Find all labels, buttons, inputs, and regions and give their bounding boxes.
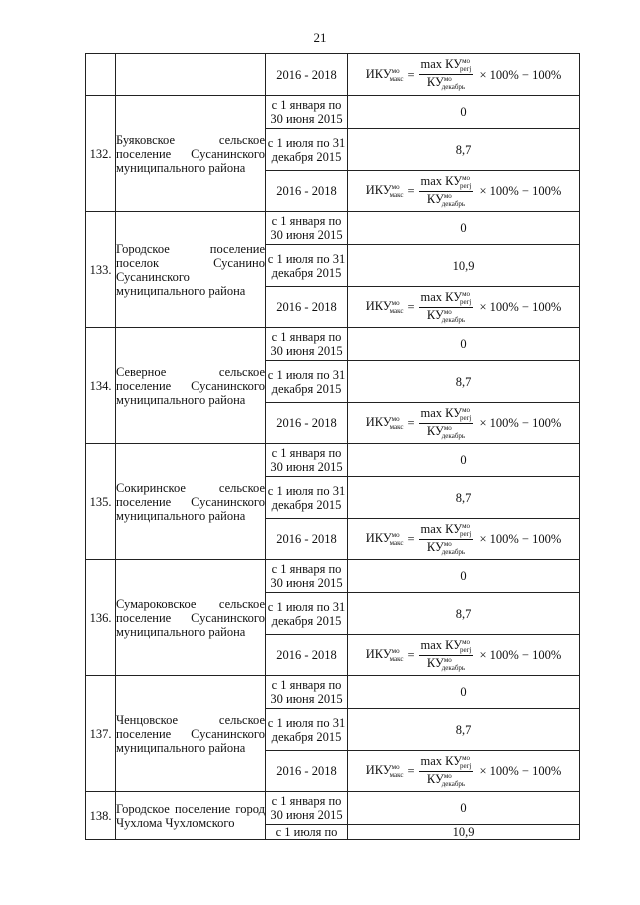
- formula-tail: × 100% − 100%: [479, 648, 562, 662]
- period-cell: с 1 января по 30 июня 2015: [266, 444, 348, 477]
- period-cell: с 1 июля по 31 декабря 2015: [266, 361, 348, 403]
- table-row: [86, 96, 580, 129]
- settlement-name-cell: Сокиринское сельское поселение Сусанинского муниципального района: [116, 444, 266, 560]
- period-cell: с 1 января по 30 июня 2015: [266, 328, 348, 361]
- settlement-name-cell: Городское поселение город Чухлома Чухломского: [116, 792, 266, 840]
- value-cell: 10,9: [348, 825, 580, 840]
- period-cell: с 1 июля по 31 декабря 2015: [266, 709, 348, 751]
- row-number-cell: [86, 54, 116, 96]
- formula-equals: =: [407, 648, 415, 662]
- formula-equals: =: [407, 300, 415, 314]
- formula-cell: [348, 171, 580, 212]
- value-cell: 8,7: [348, 361, 580, 403]
- period-cell: с 1 июля по 31 декабря 2015: [266, 593, 348, 635]
- formula-lhs: $ИКУ^{мо}_{макс}$: [365, 299, 404, 315]
- formula-denominator: $КУ^{мо}_{декабрь}$: [426, 191, 466, 208]
- value-cell: 8,7: [348, 477, 580, 519]
- formula-fraction: [419, 639, 474, 672]
- value-cell: 8,7: [348, 129, 580, 171]
- value-cell: 0: [348, 444, 580, 477]
- table-row: [86, 54, 580, 96]
- formula-tail: × 100% − 100%: [479, 532, 562, 546]
- period-cell: с 1 января по 30 июня 2015: [266, 560, 348, 593]
- index-formula: [348, 639, 579, 672]
- formula-numerator: $\max КУ^{мо}_{регj}$: [420, 405, 472, 422]
- formula-denominator: $КУ^{мо}_{декабрь}$: [426, 75, 466, 91]
- period-cell: 2016 - 2018: [266, 287, 348, 328]
- index-formula: [348, 523, 579, 556]
- value-cell: 8,7: [348, 593, 580, 635]
- index-formula: [348, 58, 579, 91]
- period-cell: с 1 января по 30 июня 2015: [266, 792, 348, 825]
- period-cell: с 1 января по 30 июня 2015: [266, 676, 348, 709]
- settlement-name-cell: [116, 54, 266, 96]
- value-cell: 0: [348, 328, 580, 361]
- row-number-cell: 137.: [86, 676, 116, 792]
- formula-fraction: [419, 58, 474, 91]
- row-number-cell: 136.: [86, 560, 116, 676]
- period-cell: 2016 - 2018: [266, 54, 348, 96]
- formula-cell: [348, 635, 580, 676]
- index-formula: [348, 407, 579, 440]
- settlement-name-cell: Буяковское сельское поселение Сусанинского муниципального района: [116, 96, 266, 212]
- settlement-name-cell: Сумароковское сельское поселение Сусанинского муниципального района: [116, 560, 266, 676]
- formula-tail: × 100% − 100%: [479, 300, 562, 314]
- value-cell: 8,7: [348, 709, 580, 751]
- row-number-cell: 135.: [86, 444, 116, 560]
- value-cell: 0: [348, 560, 580, 593]
- formula-fraction: [419, 407, 474, 440]
- formula-equals: =: [407, 67, 415, 82]
- row-number-cell: 132.: [86, 96, 116, 212]
- formula-cell: [348, 287, 580, 328]
- settlement-name-cell: Ченцовское сельское поселение Сусанинского муниципального района: [116, 676, 266, 792]
- value-cell: 0: [348, 676, 580, 709]
- formula-numerator: $\max КУ^{мо}_{регj}$: [420, 521, 472, 538]
- formula-numerator: $\max КУ^{мо}_{регj}$: [420, 753, 472, 770]
- period-cell: 2016 - 2018: [266, 171, 348, 212]
- index-formula: [348, 755, 579, 788]
- index-formula: [348, 175, 579, 208]
- tariff-table: [85, 53, 580, 840]
- table-row: [86, 560, 580, 593]
- period-cell: с 1 января по 30 июня 2015: [266, 212, 348, 245]
- formula-numerator: $\max КУ^{мо}_{регj}$: [420, 173, 472, 190]
- row-number-cell: 133.: [86, 212, 116, 328]
- formula-denominator: $КУ^{мо}_{декабрь}$: [426, 423, 466, 440]
- formula-denominator: $КУ^{мо}_{декабрь}$: [426, 539, 466, 556]
- formula-numerator: $\max КУ^{мо}_{регj}$: [420, 637, 472, 654]
- formula-tail: × 100% − 100%: [479, 764, 562, 778]
- formula-denominator: $КУ^{мо}_{декабрь}$: [426, 771, 466, 788]
- index-formula: [348, 291, 579, 324]
- formula-cell: [348, 519, 580, 560]
- formula-lhs: $ИКУ^{мо}_{макс}$: [365, 66, 404, 83]
- formula-denominator: $КУ^{мо}_{декабрь}$: [426, 307, 466, 324]
- table-row: [86, 792, 580, 825]
- period-cell: 2016 - 2018: [266, 751, 348, 792]
- settlement-name-cell: Городское поселение поселок Сусанино Сусанинского муниципального района: [116, 212, 266, 328]
- value-cell: 10,9: [348, 245, 580, 287]
- table-row: [86, 444, 580, 477]
- formula-tail: × 100% − 100%: [479, 67, 562, 82]
- formula-fraction: [419, 291, 474, 324]
- formula-lhs: $ИКУ^{мо}_{макс}$: [365, 647, 404, 663]
- formula-numerator: $\max КУ^{мо}_{регj}$: [420, 289, 472, 306]
- value-cell: 0: [348, 212, 580, 245]
- row-number-cell: 134.: [86, 328, 116, 444]
- period-cell: 2016 - 2018: [266, 403, 348, 444]
- formula-denominator: $КУ^{мо}_{декабрь}$: [426, 655, 466, 672]
- formula-equals: =: [407, 764, 415, 778]
- formula-lhs: $ИКУ^{мо}_{макс}$: [365, 183, 404, 199]
- formula-tail: × 100% − 100%: [479, 184, 562, 198]
- formula-fraction: [419, 523, 474, 556]
- table-row: [86, 212, 580, 245]
- row-number-cell: 138.: [86, 792, 116, 840]
- formula-equals: =: [407, 416, 415, 430]
- formula-lhs: $ИКУ^{мо}_{макс}$: [365, 763, 404, 779]
- period-cell: с 1 июля по: [266, 825, 348, 840]
- formula-tail: × 100% − 100%: [479, 416, 562, 430]
- period-cell: с 1 июля по 31 декабря 2015: [266, 477, 348, 519]
- formula-cell: [348, 403, 580, 444]
- settlement-name-cell: Северное сельское поселение Сусанинского муниципального района: [116, 328, 266, 444]
- formula-cell: [348, 751, 580, 792]
- period-cell: с 1 января по 30 июня 2015: [266, 96, 348, 129]
- page-number: 21: [313, 30, 327, 45]
- table-row: [86, 676, 580, 709]
- formula-numerator: $\max КУ^{мо}_{регj}$: [420, 57, 472, 73]
- formula-fraction: [419, 755, 474, 788]
- formula-lhs: $ИКУ^{мо}_{макс}$: [365, 531, 404, 547]
- formula-equals: =: [407, 184, 415, 198]
- period-cell: 2016 - 2018: [266, 635, 348, 676]
- formula-equals: =: [407, 532, 415, 546]
- period-cell: с 1 июля по 31 декабря 2015: [266, 129, 348, 171]
- formula-fraction: [419, 175, 474, 208]
- formula-cell: [348, 54, 580, 96]
- value-cell: 0: [348, 96, 580, 129]
- period-cell: с 1 июля по 31 декабря 2015: [266, 245, 348, 287]
- table-row: [86, 328, 580, 361]
- period-cell: 2016 - 2018: [266, 519, 348, 560]
- value-cell: 0: [348, 792, 580, 825]
- formula-lhs: $ИКУ^{мо}_{макс}$: [365, 415, 404, 431]
